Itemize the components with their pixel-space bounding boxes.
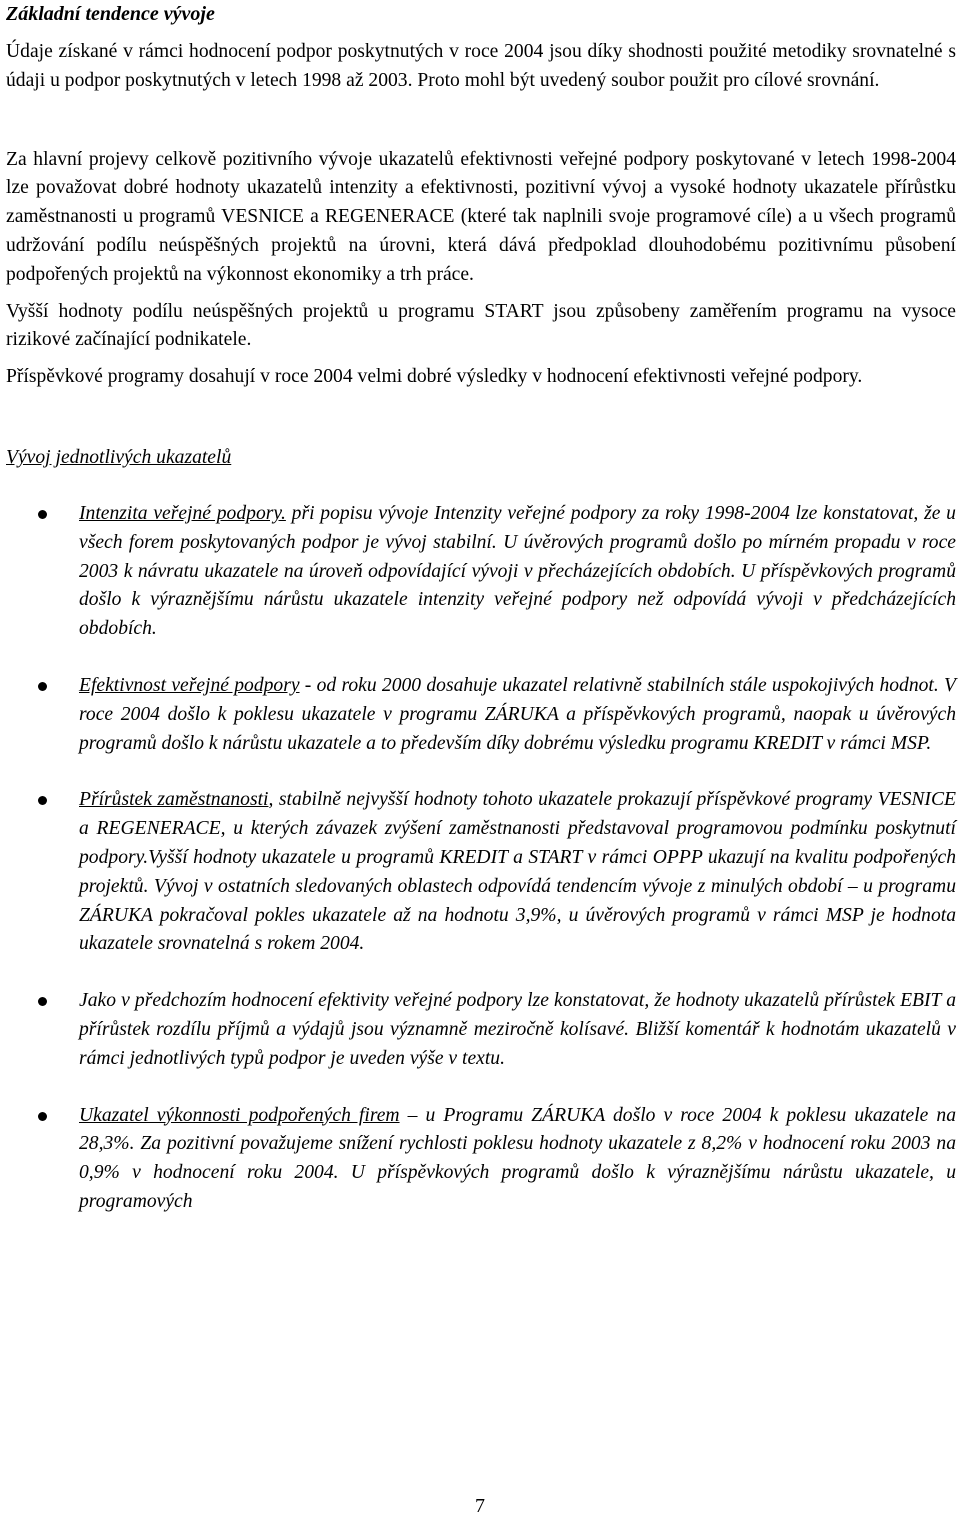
term-employment: Přírůstek zaměstnanosti <box>79 789 269 811</box>
paragraph-contribution-programs: Příspěvkové programy dosahují v roce 2004 velmi dobré výsledky v hodnocení efektivnosti veřejné podpory. <box>6 366 863 388</box>
paragraph-start-program: Vyšší hodnoty podílu neúspěšných projektů u programu START jsou způsobeny zaměřením programu na vysoce rizikové začínající podnikatele. <box>6 300 956 351</box>
bullet-icon <box>38 682 47 691</box>
term-intensity: Intenzita veřejné podpory. <box>79 502 286 524</box>
list-item-efficiency <box>6 672 956 758</box>
text-ebit: Jako v předchozím hodnocení efektivity veřejné podpory lze konstatovat, že hodnoty ukazatelů přírůstek EBIT a přírůstek rozdílu příjmů a výdajů jsou významně meziročně kolísavé. Bližší komentář k hodnotám ukazatelů v rámci jednotlivých typů podpor je uveden výše v textu. <box>79 990 956 1069</box>
paragraph-overall-trends: Za hlavní projevy celkově pozitivního vývoje ukazatelů efektivnosti veřejné podpory poskytované v letech 1998-2004 lze považovat dobré hodnoty ukazatelů intenzity a efektivnosti, pozitivní vývoj a vysoké hodnoty ukazatele přírůstku zaměstnanosti u programů VESNICE a REGENERACE (které tak naplnili svoje programové cíle) a u všech programů udržování podílu neúspěšných projektů na úrovni, která dává předpoklad dlouhodobému pozitivnímu působení podpořených projektů na výkonnost ekonomiky a trh práce. <box>6 148 956 285</box>
indicators-subheading: Vývoj jednotlivých ukazatelů <box>6 446 232 468</box>
bullet-icon <box>38 1112 47 1121</box>
list-item-intensity <box>6 500 956 644</box>
page-number: 7 <box>475 1495 485 1517</box>
section-heading: Základní tendence vývoje <box>6 3 215 25</box>
bullet-icon <box>38 510 47 519</box>
text-efficiency: - od roku 2000 dosahuje ukazatel relativně stabilních stále uspokojivých hodnot. V roce 2004 došlo k poklesu ukazatele v programu ZÁRUKA a příspěvkových programů, naopak u úvěrových programů došlo k nárůstu ukazatele a to především díky dobrému výsledku programu KREDIT v rámci MSP. <box>79 674 957 754</box>
term-efficiency: Efektivnost veřejné podpory <box>79 674 300 696</box>
text-employment: , stabilně nejvyšší hodnoty tohoto ukazatele prokazují příspěvkové programy VESNICE a REGENERACE, u kterých závazek zvýšení zaměstnanosti představoval programovou podmínku poskytnutí podpory.Vyšší hodnoty ukazatele u programů KREDIT a START v rámci OPPP ukazují na kvalitu podpořených projektů. Vývoj v ostatních sledovaných oblastech odpovídá tendencím vývoje z minulých období – u programu ZÁRUKA pokračoval pokles ukazatele až na hodnotu 3,9%, u úvěrových programů v rámci MSP je hodnota ukazatele srovnatelná s rokem 2004. <box>79 789 956 955</box>
term-performance: Ukazatel výkonnosti podpořených firem <box>79 1104 400 1126</box>
document-page <box>6 0 956 1245</box>
intro-paragraph: Údaje získané v rámci hodnocení podpor poskytnutých v roce 2004 jsou díky shodnosti použité metodiky srovnatelné s údaji u podpor poskytnutých v letech 1998 až 2003. Proto mohl být uvedený soubor použit pro cílové srovnání. <box>6 41 956 91</box>
list-item-employment <box>6 786 956 959</box>
list-item-ebit <box>6 987 956 1073</box>
bullet-icon <box>38 997 47 1006</box>
text-intensity: při popisu vývoje Intenzity veřejné podpory za roky 1998-2004 lze konstatovat, že u všech forem poskytovaných podpor je vývoj stabilní. U úvěrových programů došlo po mírném propadu v roce 2003 k návratu ukazatele na úroveň odpovídající vývoji v přecházejících obdobích. U příspěvkových programů došlo k výraznějšímu nárůstu ukazatele intenzity veřejné podpory než odpovídá vývoji v předcházejících obdobích. <box>79 502 956 640</box>
text-performance: – u Programu ZÁRUKA došlo v roce 2004 k poklesu ukazatele na 28,3%. Za pozitivní považujeme snížení rychlosti poklesu hodnoty ukazatele z 8,2% v hodnocení roku 2003 na 0,9% v hodnocení roku 2004. U příspěvkových programů došlo k výraznějšímu nárůstu ukazatele, u programových <box>79 1104 956 1212</box>
list-item-performance <box>6 1102 956 1217</box>
indicator-list <box>6 500 956 1217</box>
bullet-icon <box>38 796 47 805</box>
